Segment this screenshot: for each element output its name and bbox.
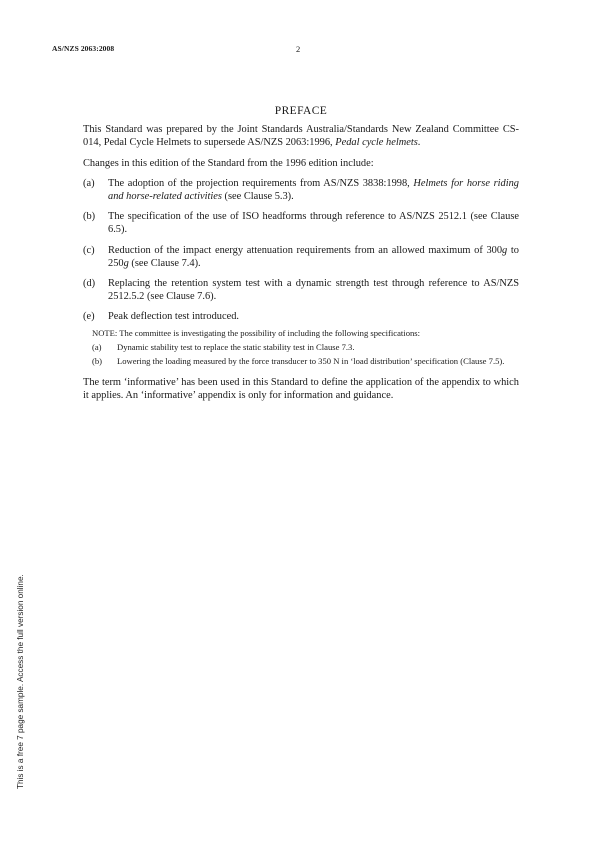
- note-marker: (a): [92, 341, 102, 352]
- preface-heading: PREFACE: [274, 105, 328, 117]
- intro-title: Pedal cycle helmets: [335, 137, 418, 149]
- list-item: [83, 177, 519, 203]
- list-item-text: [108, 244, 519, 270]
- note-lead: NOTE: The committee is investigating the possibility of including the following specifications:: [92, 327, 421, 338]
- intro-text: This Standard was prepared by the Joint Standards Australia/Standards New Zealand Committee CS-014, Pedal Cycle Helmets to supersede AS/NZS 2063:1996,: [83, 124, 519, 149]
- list-marker: (d): [83, 278, 96, 290]
- list-marker: (e): [83, 311, 95, 323]
- page-number: 2: [296, 44, 301, 54]
- item-text-part: to 250: [108, 244, 519, 269]
- unit-g: g: [502, 244, 508, 256]
- list-item: [83, 244, 519, 270]
- list-marker: (b): [83, 211, 96, 223]
- item-text-end: (see Clause 7.4).: [128, 257, 201, 269]
- intro-paragraph: [83, 123, 519, 149]
- list-item: [83, 277, 519, 303]
- page-header: [52, 44, 548, 58]
- list-item-text: Peak deflection test introduced.: [108, 311, 239, 323]
- list-item: [83, 210, 519, 236]
- note-item: [92, 342, 519, 353]
- list-item: [83, 310, 519, 323]
- item-title: Helmets for horse riding and horse-related activities: [108, 177, 519, 203]
- changes-intro: Changes in this edition of the Standard from the 1996 edition include:: [83, 157, 374, 169]
- item-text-part: The adoption of the projection requirements from AS/NZS 3838:1998,: [108, 177, 414, 189]
- closing-paragraph: The term ‘informative’ has been used in this Standard to define the application of the appendix to which it applies. An ‘informative’ appendix is only for information and guidance.: [83, 377, 519, 402]
- list-marker: (c): [83, 244, 95, 256]
- list-item-text: [108, 177, 519, 203]
- list-marker: (a): [83, 177, 95, 189]
- list-item-text: The specification of the use of ISO headforms through reference to AS/NZS 2512.1 (see Clause 6.5).: [108, 211, 519, 236]
- note-item: [92, 356, 519, 367]
- preface-section: [83, 105, 519, 410]
- changes-list: [83, 177, 519, 324]
- note-text: Dynamic stability test to replace the static stability test in Clause 7.3.: [117, 341, 355, 352]
- committee-note: [92, 328, 519, 368]
- list-item-text: Replacing the retention system test with a dynamic strength test through reference to AS/NZS 2512.5.2 (see Clause 7.6).: [108, 278, 519, 303]
- unit-g: g: [123, 257, 129, 269]
- intro-end: .: [417, 137, 421, 149]
- sample-notice: This is a free 7 page sample. Access the full version online.: [16, 574, 25, 789]
- note-marker: (b): [92, 356, 103, 367]
- item-text-part: Reduction of the impact energy attenuation requirements from an allowed maximum of 300: [108, 244, 503, 256]
- item-text-end: (see Clause 5.3).: [221, 191, 294, 203]
- document-id: AS/NZS 2063:2008: [52, 44, 115, 53]
- note-text: Lowering the loading measured by the force transducer to 350 N in ‘load distribution’ specification (Clause 7.5).: [117, 356, 505, 367]
